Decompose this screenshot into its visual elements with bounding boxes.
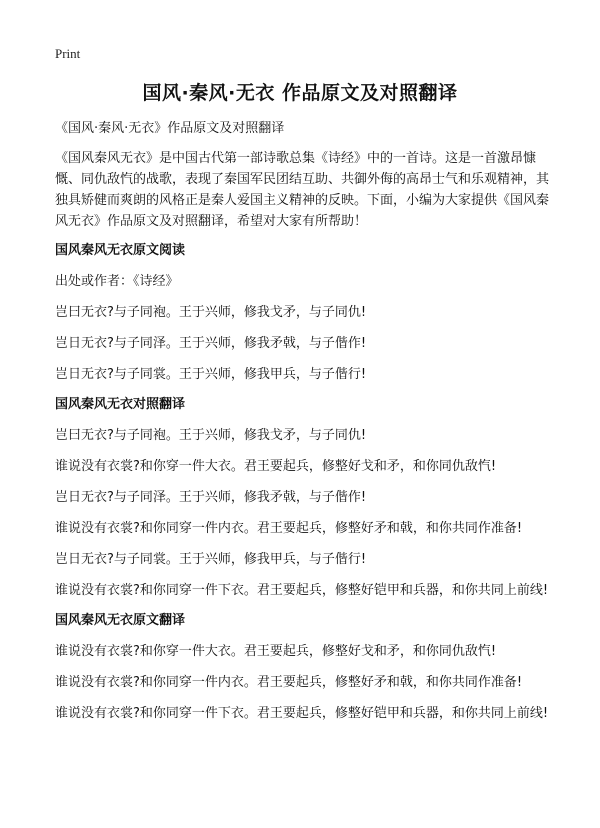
section-heading: 国风秦风无衣原文阅读: [55, 243, 186, 258]
poem-line: 岂日无衣?与子同裳。王于兴师，修我甲兵，与子偕行!: [55, 367, 367, 382]
translation-line: 谁说没有衣裳?和你同穿一件内衣。君王要起兵，修整好矛和戟，和你共同作准备!: [55, 521, 523, 536]
source-line: 出处或作者：《诗经》: [55, 274, 179, 289]
poem-line: 岂曰无衣?与子同袍。王于兴师，修我戈矛，与子同仇!: [55, 305, 367, 320]
page-title: 国风·秦风·无衣 作品原文及对照翻译: [142, 82, 458, 104]
section-original: [55, 242, 555, 384]
poem-line: 岂日无衣?与子同泽。王于兴师，修我矛戟，与子偕作!: [55, 490, 367, 505]
translation-line: 谁说没有衣裳?和你同穿一件下衣。君王要起兵，修整好铠甲和兵器，和你共同上前线!: [55, 583, 549, 598]
article-subtitle: 《国风·秦风·无衣》作品原文及对照翻译: [55, 121, 285, 136]
intro-paragraph: 《国风秦风无衣》是中国古代第一部诗歌总集《诗经》中的一首诗。这是一首激昂慷慨、同仇敌忾的战歌，表现了秦国军民团结互助、共御外侮的高昂士气和乐观精神，其独具矫健而爽朗的风格正是秦人爱国主义精神的反映。下面，小编为大家提供《国风秦风无衣》作品原文及对照翻译，希望对大家有所帮助！: [55, 151, 550, 229]
section-heading: 国风秦风无衣原文翻译: [55, 613, 186, 628]
translation-line: 谁说没有衣裳?和你同穿一件下衣。君王要起兵，修整好铠甲和兵器，和你共同上前线!: [55, 706, 549, 721]
poem-line: 岂曰无衣?与子同袍。王于兴师，修我戈矛，与子同仇!: [55, 428, 367, 443]
translation-line: 谁说没有衣裳?和你穿一件大衣。君王要起兵，修整好戈和矛，和你同仇敌忾!: [55, 644, 497, 659]
translation-line: 谁说没有衣裳?和你穿一件大衣。君王要起兵，修整好戈和矛，和你同仇敌忾!: [55, 459, 497, 474]
translation-line: 谁说没有衣裳?和你同穿一件内衣。君王要起兵，修整好矛和戟，和你共同作准备!: [55, 675, 523, 690]
section-translation: [55, 612, 555, 723]
print-link[interactable]: Print: [55, 46, 81, 61]
poem-line: 岂日无衣?与子同裳。王于兴师，修我甲兵，与子偕行!: [55, 552, 367, 567]
poem-line: 岂日无衣?与子同泽。王于兴师，修我矛戟，与子偕作!: [55, 336, 367, 351]
article-body: [55, 120, 555, 735]
section-compare: [55, 396, 555, 600]
section-heading: 国风秦风无衣对照翻译: [55, 397, 186, 412]
